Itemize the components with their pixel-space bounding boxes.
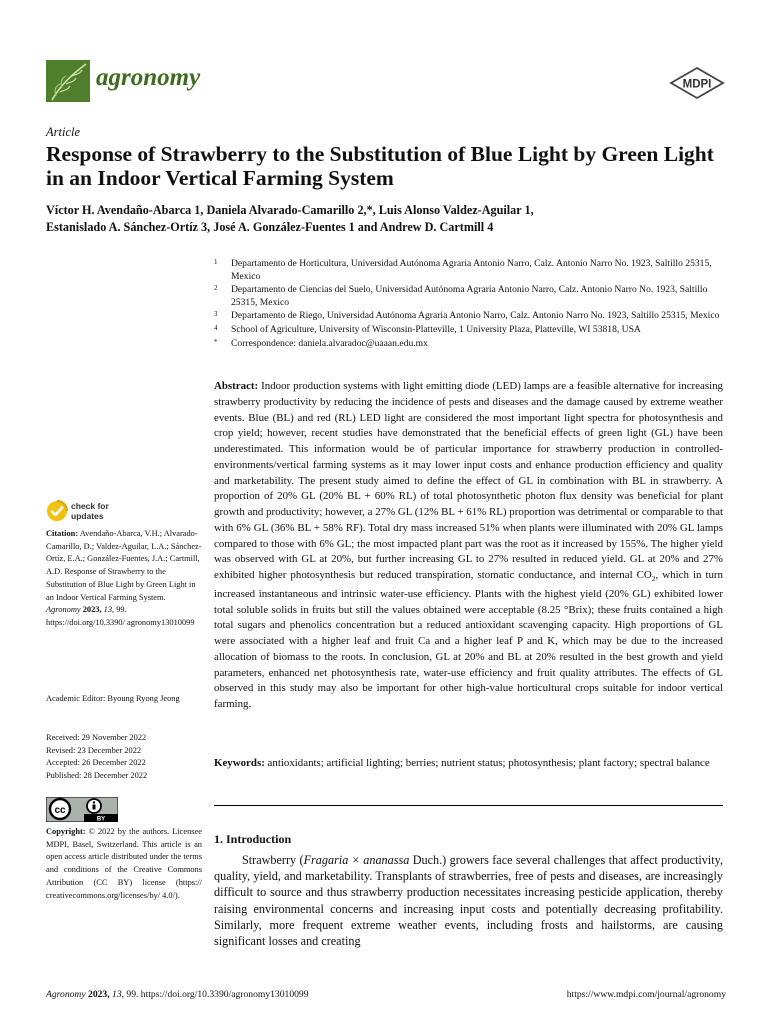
affiliation-mark: * [214, 337, 218, 346]
footer-volume: 13 [112, 989, 122, 1000]
footer-journal: Agronomy [46, 989, 86, 1000]
affiliation-text: Departamento de Ciencias del Suelo, Universidad Autónoma Agraria Antonio Narro, Calz. Antonio Narro No. 1923, Saltillo 25315, Mexico [231, 284, 708, 308]
affiliation-item [214, 324, 726, 337]
footer-doi-link[interactable]: , 99. https://doi.org/10.3390/agronomy13010099 [121, 989, 309, 1000]
abstract-text-2: , which in turn increased instantaneous and intrinsic water-use efficiency. Plants with the highest yield (20% GL) exhibited lower total soluble solids in fruits but still the values obtained were acceptable (8.25 °Brix); these fruits contained a high total sugars and phenolics concentration but a reduced antioxidant scavenging capacity. High proportions of GL were associated with a higher leaf and fruit Ca and a higher leaf P and K, which may be due to the increased allocation of biomass to the roots. In conclusion, GL at 20% and BL at 20% resulted in the best growth and yield parameters, enhanced net photosynthesis rate, water-use efficiency and fruit quality attributes. The effects of GL observed in this study may also be important for other high-value horticultural crops suitable for indoor vertical farming. [214, 569, 723, 711]
keywords-label: Keywords: [214, 757, 265, 769]
intro-text-pre: Strawberry ( [242, 853, 304, 867]
svg-text:cc: cc [54, 805, 66, 816]
date-accepted: Accepted: 26 December 2022 [46, 758, 146, 768]
footer-citation [46, 989, 309, 1000]
svg-text:BY: BY [96, 816, 106, 822]
citation-journal: Agronomy [46, 605, 81, 615]
affiliation-mark: 2 [214, 284, 218, 293]
check-updates-label [71, 501, 109, 521]
footer-journal-url[interactable]: https://www.mdpi.com/journal/agronomy [566, 989, 726, 1000]
check-line-1: check for [71, 501, 109, 511]
affiliation-mark: 1 [214, 258, 218, 266]
date-received: Received: 29 November 2022 [46, 733, 147, 742]
abstract [214, 379, 723, 713]
copyright-block [46, 826, 202, 902]
check-for-updates-badge[interactable] [46, 500, 136, 526]
citation-volume: 13 [103, 605, 112, 615]
citation-label: Citation: [46, 529, 79, 538]
author-line-1: Víctor H. Avendaño-Abarca 1, Daniela Alvarado-Camarillo 2,*, Luis Alonso Valdez-Aguilar 1, [46, 203, 534, 217]
affiliation-text: Departamento de Horticultura, Universidad Autónoma Agraria Antonio Narro, Calz. Antonio Narro No. 1923, Saltillo 25315, Mexico [231, 258, 712, 282]
keywords [214, 756, 723, 772]
abstract-text-1: Indoor production systems with light emitting diode (LED) lamps are a feasible alternative for increasing strawberry productivity by reducing the incidence of pests and diseases and the damage caused by extreme weather events. Blue (BL) and red (RL) LED light are considered the most important light spectra for photosynthesis and crop yield; however, recent studies have demonstrated that the beneficial effects of green light (GL) have been underestimated. This information would be of particular importance for strawberry production in controlled-environments/vertical farming systems as it may lower input costs and enhance production efficiency and quality and marketability. The present study aimed to define the effect of GL in combination with BL in strawberry. A proportion of 20% GL (20% BL + 60% RL) of total photosynthetic photon flux density was beneficial for plant growth and productivity; however, a 27% GL (12% BL + 61% RL) proportion was detrimental or comparable to that with 6% GL (36% BL + 58% RF). Total dry mass increased 51% when plants were illuminated with 20% GL lamps compared to those with 6% GL; the most impacted plant part was the root as it increased by 155%. The higher yield was observed with GL at 20%, but further increasing GL to 27% resulted in reduced yield. GL at 20% and 27% exhibited higher photosynthesis but reduced transpiration, stomatic conductance, and internal CO [214, 380, 723, 581]
citation-text: Avendaño-Abarca, V.H.; Alvarado-Camarillo, D.; Valdez-Aguilar, L.A.; Sánchez-Ortíz, E.A.; González-Fuentes, J.A.; Cartmill, A.D. Response of Strawberry to the Substitution of Blue Light by Green Light in an Indoor Vertical Farming System. [46, 529, 202, 602]
publication-dates [46, 732, 202, 783]
affiliations [214, 258, 726, 351]
affiliation-mark: 4 [214, 323, 218, 332]
citation-year: 2023, [80, 605, 104, 615]
journal-header [46, 60, 726, 104]
species-name: Fragaria × ananassa [303, 853, 410, 867]
footer-year: 2023, [85, 989, 113, 1000]
academic-editor: Academic Editor: Byoung Ryong Jeong [46, 694, 180, 703]
date-revised: Revised: 23 December 2022 [46, 745, 142, 755]
page-footer [46, 989, 726, 1000]
correspondence [214, 338, 726, 351]
date-published: Published: 28 December 2022 [46, 771, 148, 781]
keywords-text: antioxidants; artificial lighting; berries; nutrient status; photosynthesis; plant factory; spectral balance [264, 757, 710, 769]
abstract-label: Abstract: [214, 380, 259, 392]
affiliation-item [214, 258, 726, 283]
author-list [46, 202, 726, 236]
citation-block [46, 528, 202, 630]
affiliation-item [214, 284, 726, 309]
copyright-label: Copyright: [46, 827, 86, 836]
article-type: Article [46, 125, 81, 139]
mdpi-logo-icon [668, 66, 726, 100]
check-line-2: updates [71, 511, 104, 521]
abstract-subscript: 2 [651, 574, 656, 584]
copyright-text: © 2022 by the authors. Licensee MDPI, Basel, Switzerland. This article is an open access article distributed under the terms and conditions of the Creative Commons Attribution (CC BY) license (https:// creativecommons.org/licenses/by/ 4.0/). [46, 827, 202, 900]
affiliation-text: School of Agriculture, University of Wisconsin-Platteville, 1 University Plaza, Platteville, WI 53818, USA [231, 323, 641, 335]
intro-text-post: Duch.) growers face several challenges that affect productivity, quality, yield, and marketability. Transplants of strawberries, free of pests and diseases, are increasingly difficult to source and thus strawberry production necessitates increasing pesticide application, thereby raising environmental concerns and increasing input costs and potentially decreasing profitability. Similarly, more frequent extreme weather events, including frosts and hailstorms, are causing significant losses and creating [214, 853, 723, 949]
introduction-paragraph [214, 852, 723, 949]
section-divider [214, 805, 723, 806]
affiliation-item [214, 310, 726, 323]
article-title: Response of Strawberry to the Substitution of Blue Light by Green Light in an Indoor Vertical Farming System [46, 142, 714, 190]
author-line-2: Estanislado A. Sánchez-Ortíz 3, José A. González-Fuentes 1 and Andrew D. Cartmill 4 [46, 220, 494, 234]
journal-logo-icon [46, 60, 90, 102]
affiliation-mark: 3 [214, 310, 218, 319]
section-heading-introduction: 1. Introduction [214, 832, 292, 846]
mdpi-logo-text: MDPI [682, 78, 712, 91]
correspondence-email[interactable]: Correspondence: daniela.alvaradoc@uaaan.edu.mx [231, 337, 428, 349]
affiliation-text: Departamento de Riego, Universidad Autónoma Agraria Antonio Narro, Calz. Antonio Narro No. 1923, Saltillo 25315, Mexico [231, 310, 720, 322]
journal-name: agronomy [96, 64, 201, 91]
citation-doi-link[interactable]: , 99. https://doi.org/10.3390/ agronomy13010099 [46, 605, 195, 627]
cc-by-license-icon[interactable] [46, 797, 118, 822]
check-updates-icon [46, 500, 68, 522]
